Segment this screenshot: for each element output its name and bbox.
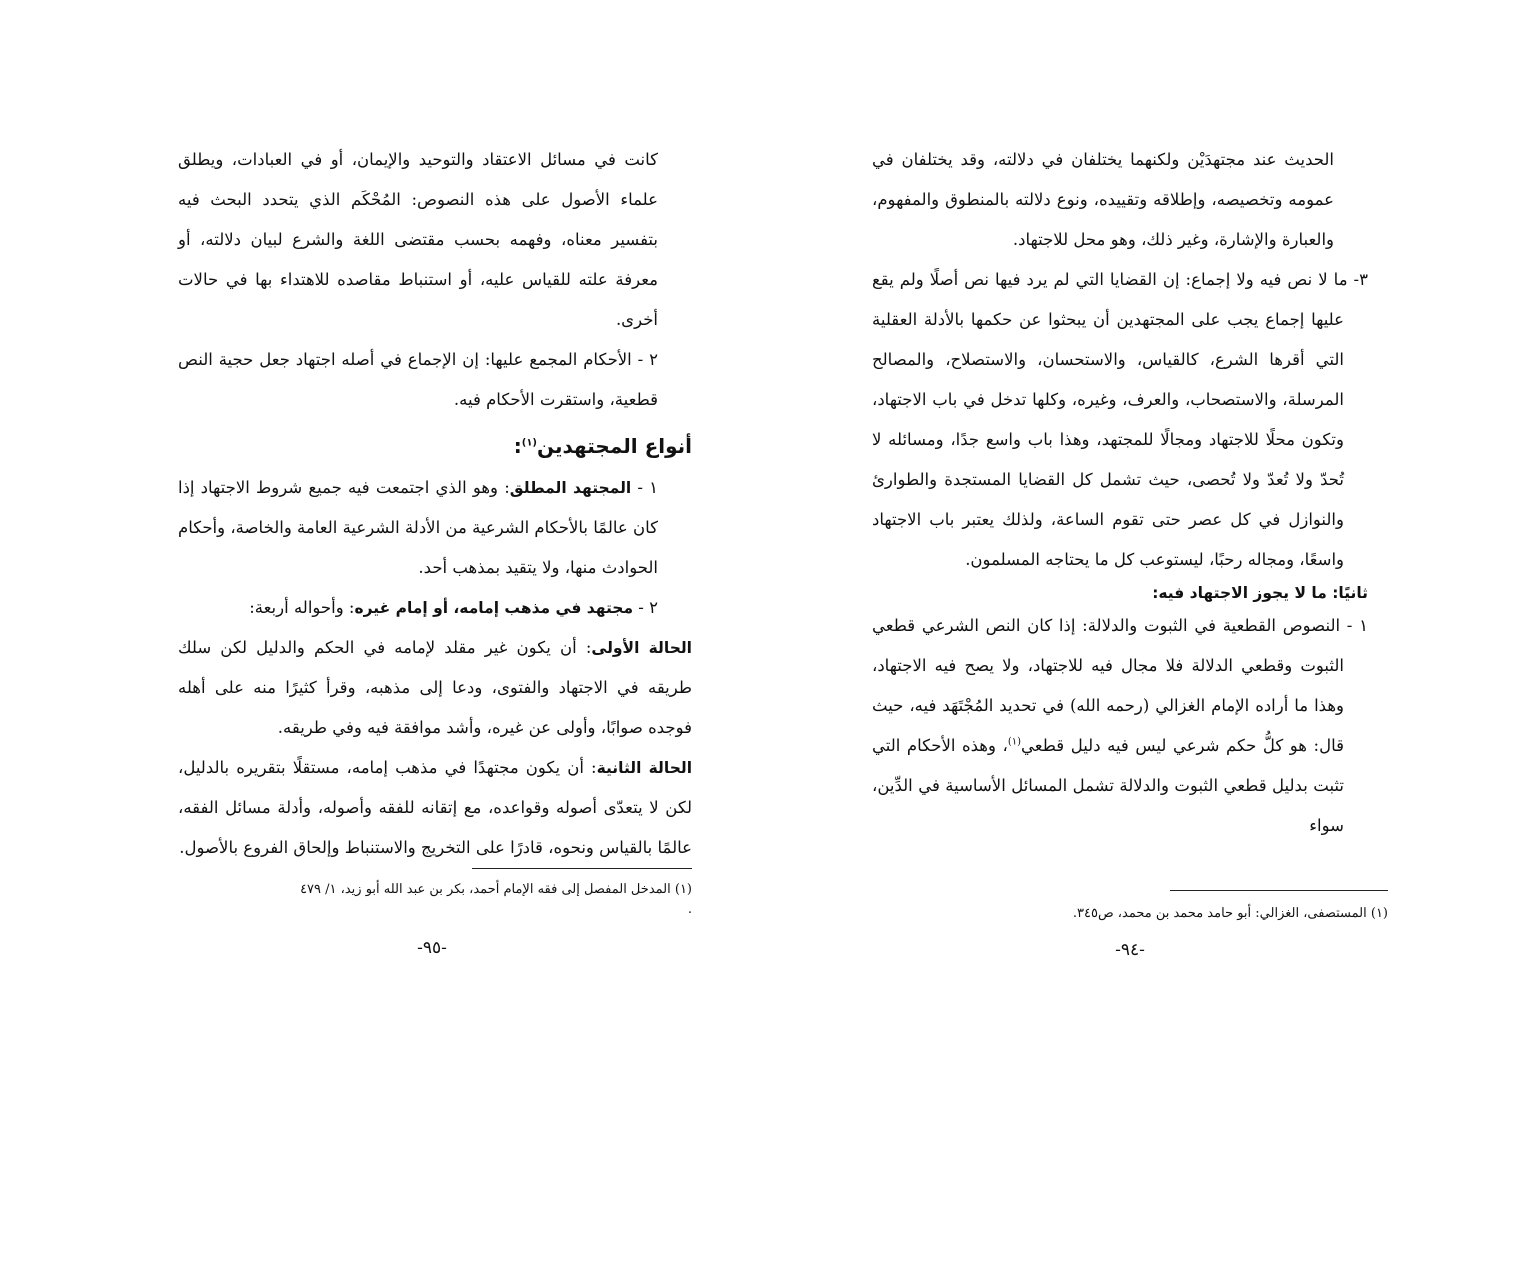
left-footnote: (١) المدخل المفصل إلى فقه الإمام أحمد، بكر بن عبد الله أبو زيد، ١/ ٤٧٩ . bbox=[300, 882, 692, 917]
right-item-1 bbox=[872, 606, 1368, 846]
type-2-number: ٢ - bbox=[633, 598, 658, 617]
right-page-number: -٩٤- bbox=[1115, 940, 1145, 960]
section-subheading-not-permitted: ثانيًا: ما لا يجوز الاجتهاد فيه: bbox=[1152, 584, 1368, 602]
right-page-body bbox=[872, 140, 1368, 846]
heading-footnote-ref: (١) bbox=[521, 437, 537, 449]
type-1-paragraph bbox=[178, 468, 692, 588]
right-item-1-text-b: ، وهذه الأحكام التي تثبت بدليل قطعي الثبوت والدلالة تشمل المسائل الأساسية في الدِّين، سواء bbox=[872, 736, 1344, 835]
case-2-paragraph bbox=[178, 748, 692, 868]
type-1-text: : وهو الذي اجتمعت فيه جميع شروط الاجتهاد إذا كان عالمًا بالأحكام الشرعية من الأدلة الشرعية العامة والخاصة، وأحكام الحوادث منها، ولا يتقيد بمذهب أحد. bbox=[178, 478, 658, 577]
type-2-paragraph bbox=[178, 588, 692, 628]
left-page-body bbox=[178, 140, 692, 868]
left-page-number: -٩٥- bbox=[417, 938, 447, 958]
type-2-text: : وأحواله أربعة: bbox=[249, 598, 355, 617]
type-1-term: المجتهد المطلق bbox=[509, 479, 632, 497]
section-heading-mujtahid-types bbox=[178, 426, 692, 466]
left-item-2: ٢ - الأحكام المجمع عليها: إن الإجماع في أصله اجتهاد جعل حجية النص قطعية، واستقرت الأحكام فيه. bbox=[178, 350, 658, 409]
right-item-1-text-a: ١ - النصوص القطعية في الثبوت والدلالة: إذا كان النص الشرعي قطعي الثبوت وقطعي الدلالة فلا مجال فيه للاجتهاد، ولا يصح فيه الاجتهاد، وهذا ما أراده الإمام الغزالي (رحمه الله) في تحديد المُجْتَهَد فيه، حيث قال: هو كلُّ حكم شرعي ليس فيه دليل قطعي bbox=[872, 616, 1368, 755]
case-2-term: الحالة الثانية bbox=[596, 759, 693, 777]
type-2-term: مجتهد في مذهب إمامه، أو إمام غيره bbox=[354, 599, 634, 617]
left-paragraph-1: كانت في مسائل الاعتقاد والتوحيد والإيمان، أو في العبادات، ويطلق علماء الأصول على هذه النصوص: المُحْكَم الذي يتحدد البحث فيه بتفسير معناه، وفهمه بحسب مقتضى اللغة والشرع لبيان دلالته، أو معرفة علته للقياس عليه، أو استنباط مقاصده للاهتداء بها في حالات أخرى. bbox=[178, 150, 658, 329]
right-item-3: ٣- ما لا نص فيه ولا إجماع: إن القضايا التي لم يرد فيها نص أصلًا ولم يقع عليها إجماع يجب على المجتهدين أن يبحثوا عن حكمها بالأدلة العقلية التي أقرها الشرع، كالقياس، والاستحسان، والاستصلاح، والمصالح المرسلة، والاستصحاب، والعرف، وغيره، وكلها تدخل في باب الاجتهاد، وتكون محلًا للاجتهاد ومجالًا للمجتهد، وهذا باب واسع جدًا، ومسائله لا تُحدّ ولا تُعدّ ولا تُحصى، حيث تشمل كل القضايا المستجدة والطوارئ والنوازل في كل عصر حتى تقوم الساعة، ولذلك يعتبر باب الاجتهاد واسعًا، ومجاله رحبًا، ليستوعب كل ما يحتاجه المسلمون. bbox=[872, 270, 1368, 569]
case-1-term: الحالة الأولى bbox=[591, 639, 692, 657]
case-2-text: : أن يكون مجتهدًا في مذهب إمامه، مستقلًا بتقريره بالدليل، لكن لا يتعدّى أصوله وقواعده، مع إتقانه للفقه وأصوله، وأدلة مسائل الفقه، عالمًا بالقياس ونحوه، قادرًا على التخريج والاستنباط وإلحاق الفروع بالأصول. bbox=[178, 758, 692, 857]
type-1-number: ١ - bbox=[631, 478, 658, 497]
right-footnote: (١) المستصفى، الغزالي: أبو حامد محمد بن محمد، ص٣٤٥. bbox=[1072, 906, 1388, 921]
heading-text: أنواع المجتهدين bbox=[537, 434, 692, 458]
case-1-text: : أن يكون غير مقلد لإمامه في الحكم والدليل لكن سلك طريقه في الاجتهاد والفتوى، ودعا إلى مذهبه، وقرأ كثيرًا منه على أهله فوجده صوابًا، وأولى عن غيره، وأشد موافقة فيه وفي طريقه. bbox=[178, 638, 692, 737]
case-1-paragraph bbox=[178, 628, 692, 748]
right-item-1-footnote-ref: (١) bbox=[1007, 736, 1022, 748]
right-paragraph-1: الحديث عند مجتهدَيْن ولكنهما يختلفان في دلالته، وقد يختلفان في عمومه وتخصيصه، وإطلاقه وتقييده، ونوع دلالته بالمنطوق والمفهوم، والعبارة والإشارة، وغير ذلك، وهو محل للاجتهاد. bbox=[872, 150, 1334, 249]
right-footnote-rule bbox=[1170, 890, 1388, 891]
heading-suffix: : bbox=[513, 434, 522, 458]
left-footnote-rule bbox=[472, 868, 692, 869]
